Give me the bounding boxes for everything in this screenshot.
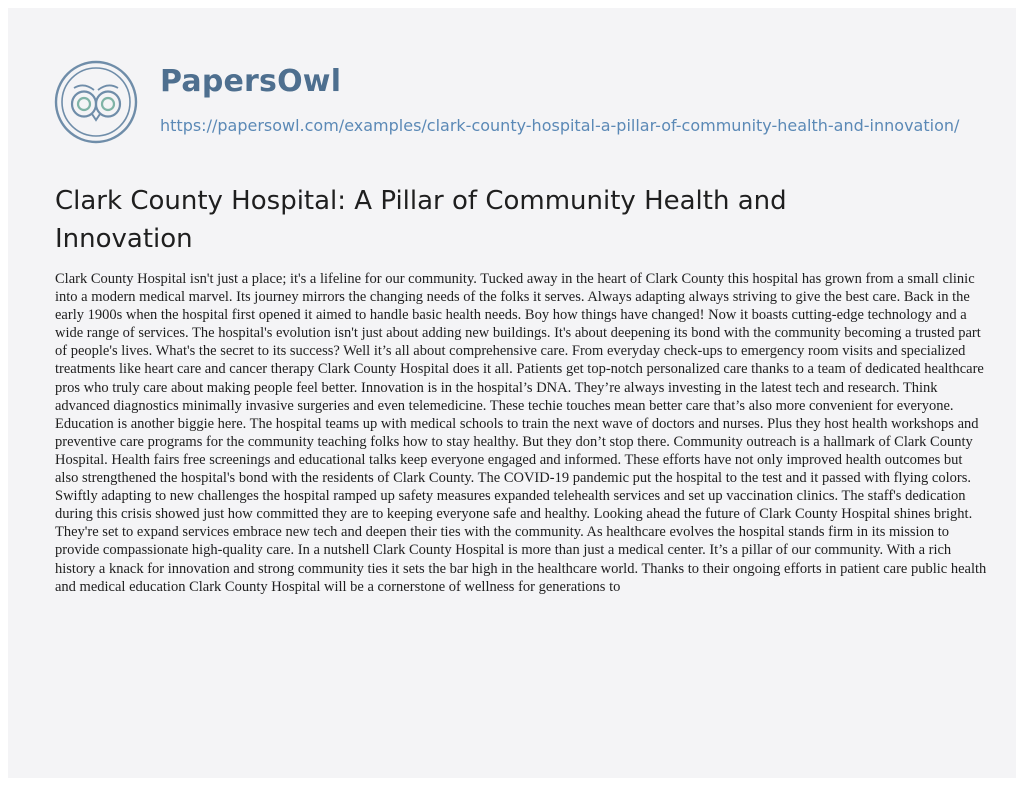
document-page (8, 8, 1016, 778)
owl-eyes-icon (54, 60, 138, 144)
page-title: Clark County Hospital: A Pillar of Community Health and Innovation (55, 186, 787, 254)
source-url-link[interactable]: https://papersowl.com/examples/clark-county-hospital-a-pillar-of-community-health-and-innovation/ (160, 116, 960, 135)
article-body: Clark County Hospital isn't just a place; it's a lifeline for our community. Tucked away in the heart of Clark County this hospital has grown from a small clinic into a modern medical marvel. Its journey mirrors the changing needs of the folks it serves. Always adapting always striving to give the best care. Back in the early 1900s when the hospital first opened it aimed to handle basic health needs. Boy how things have changed! Now it boasts cutting-edge technology and a wide range of services. The hospital's evolution isn't just about adding new buildings. It's about deepening its bond with the community becoming a trusted part of people's lives. What's the secret to its success? Well it’s all about comprehensive care. From everyday check-ups to emergency room visits and specialized treatments like heart care and cancer therapy Clark County Hospital does it all. Patients get top-notch personalized care thanks to a team of dedicated healthcare pros who truly care about making people feel better. Innovation is in the hospital’s DNA. They’re always investing in the latest tech and research. Think advanced diagnostics minimally invasive surgeries and even telemedicine. These techie touches mean better care that’s also more convenient for everyone. Education is another biggie here. The hospital teams up with medical schools to train the next wave of doctors and nurses. Plus they host health workshops and preventive care programs for the community teaching folks how to stay healthy. But they don’t stop there. Community outreach is a hallmark of Clark County Hospital. Health fairs free screenings and educational talks keep everyone engaged and informed. These efforts have not only improved health outcomes but also strengthened the hospital's bond with the residents of Clark County. The COVID-19 pandemic put the hospital to the test and it passed with flying colors. Swiftly adapting to new challenges the hospital ramped up safety measures expanded telehealth services and set up vaccination clinics. The staff's dedication during this crisis showed just how committed they are to keeping everyone safe and healthy. Looking ahead the future of Clark County Hospital shines bright. They're set to expand services embrace new tech and deepen their ties with the community. As healthcare evolves the hospital stands firm in its mission to provide compassionate high-quality care. In a nutshell Clark County Hospital is more than just a medical center. It’s a pillar of our community. With a rich history a knack for innovation and strong community ties it sets the bar high in the healthcare world. Thanks to their ongoing efforts in patient care public health and medical education Clark County Hospital will be a cornerstone of wellness for generations to (55, 271, 987, 595)
brand-name: PapersOwl (160, 64, 342, 99)
